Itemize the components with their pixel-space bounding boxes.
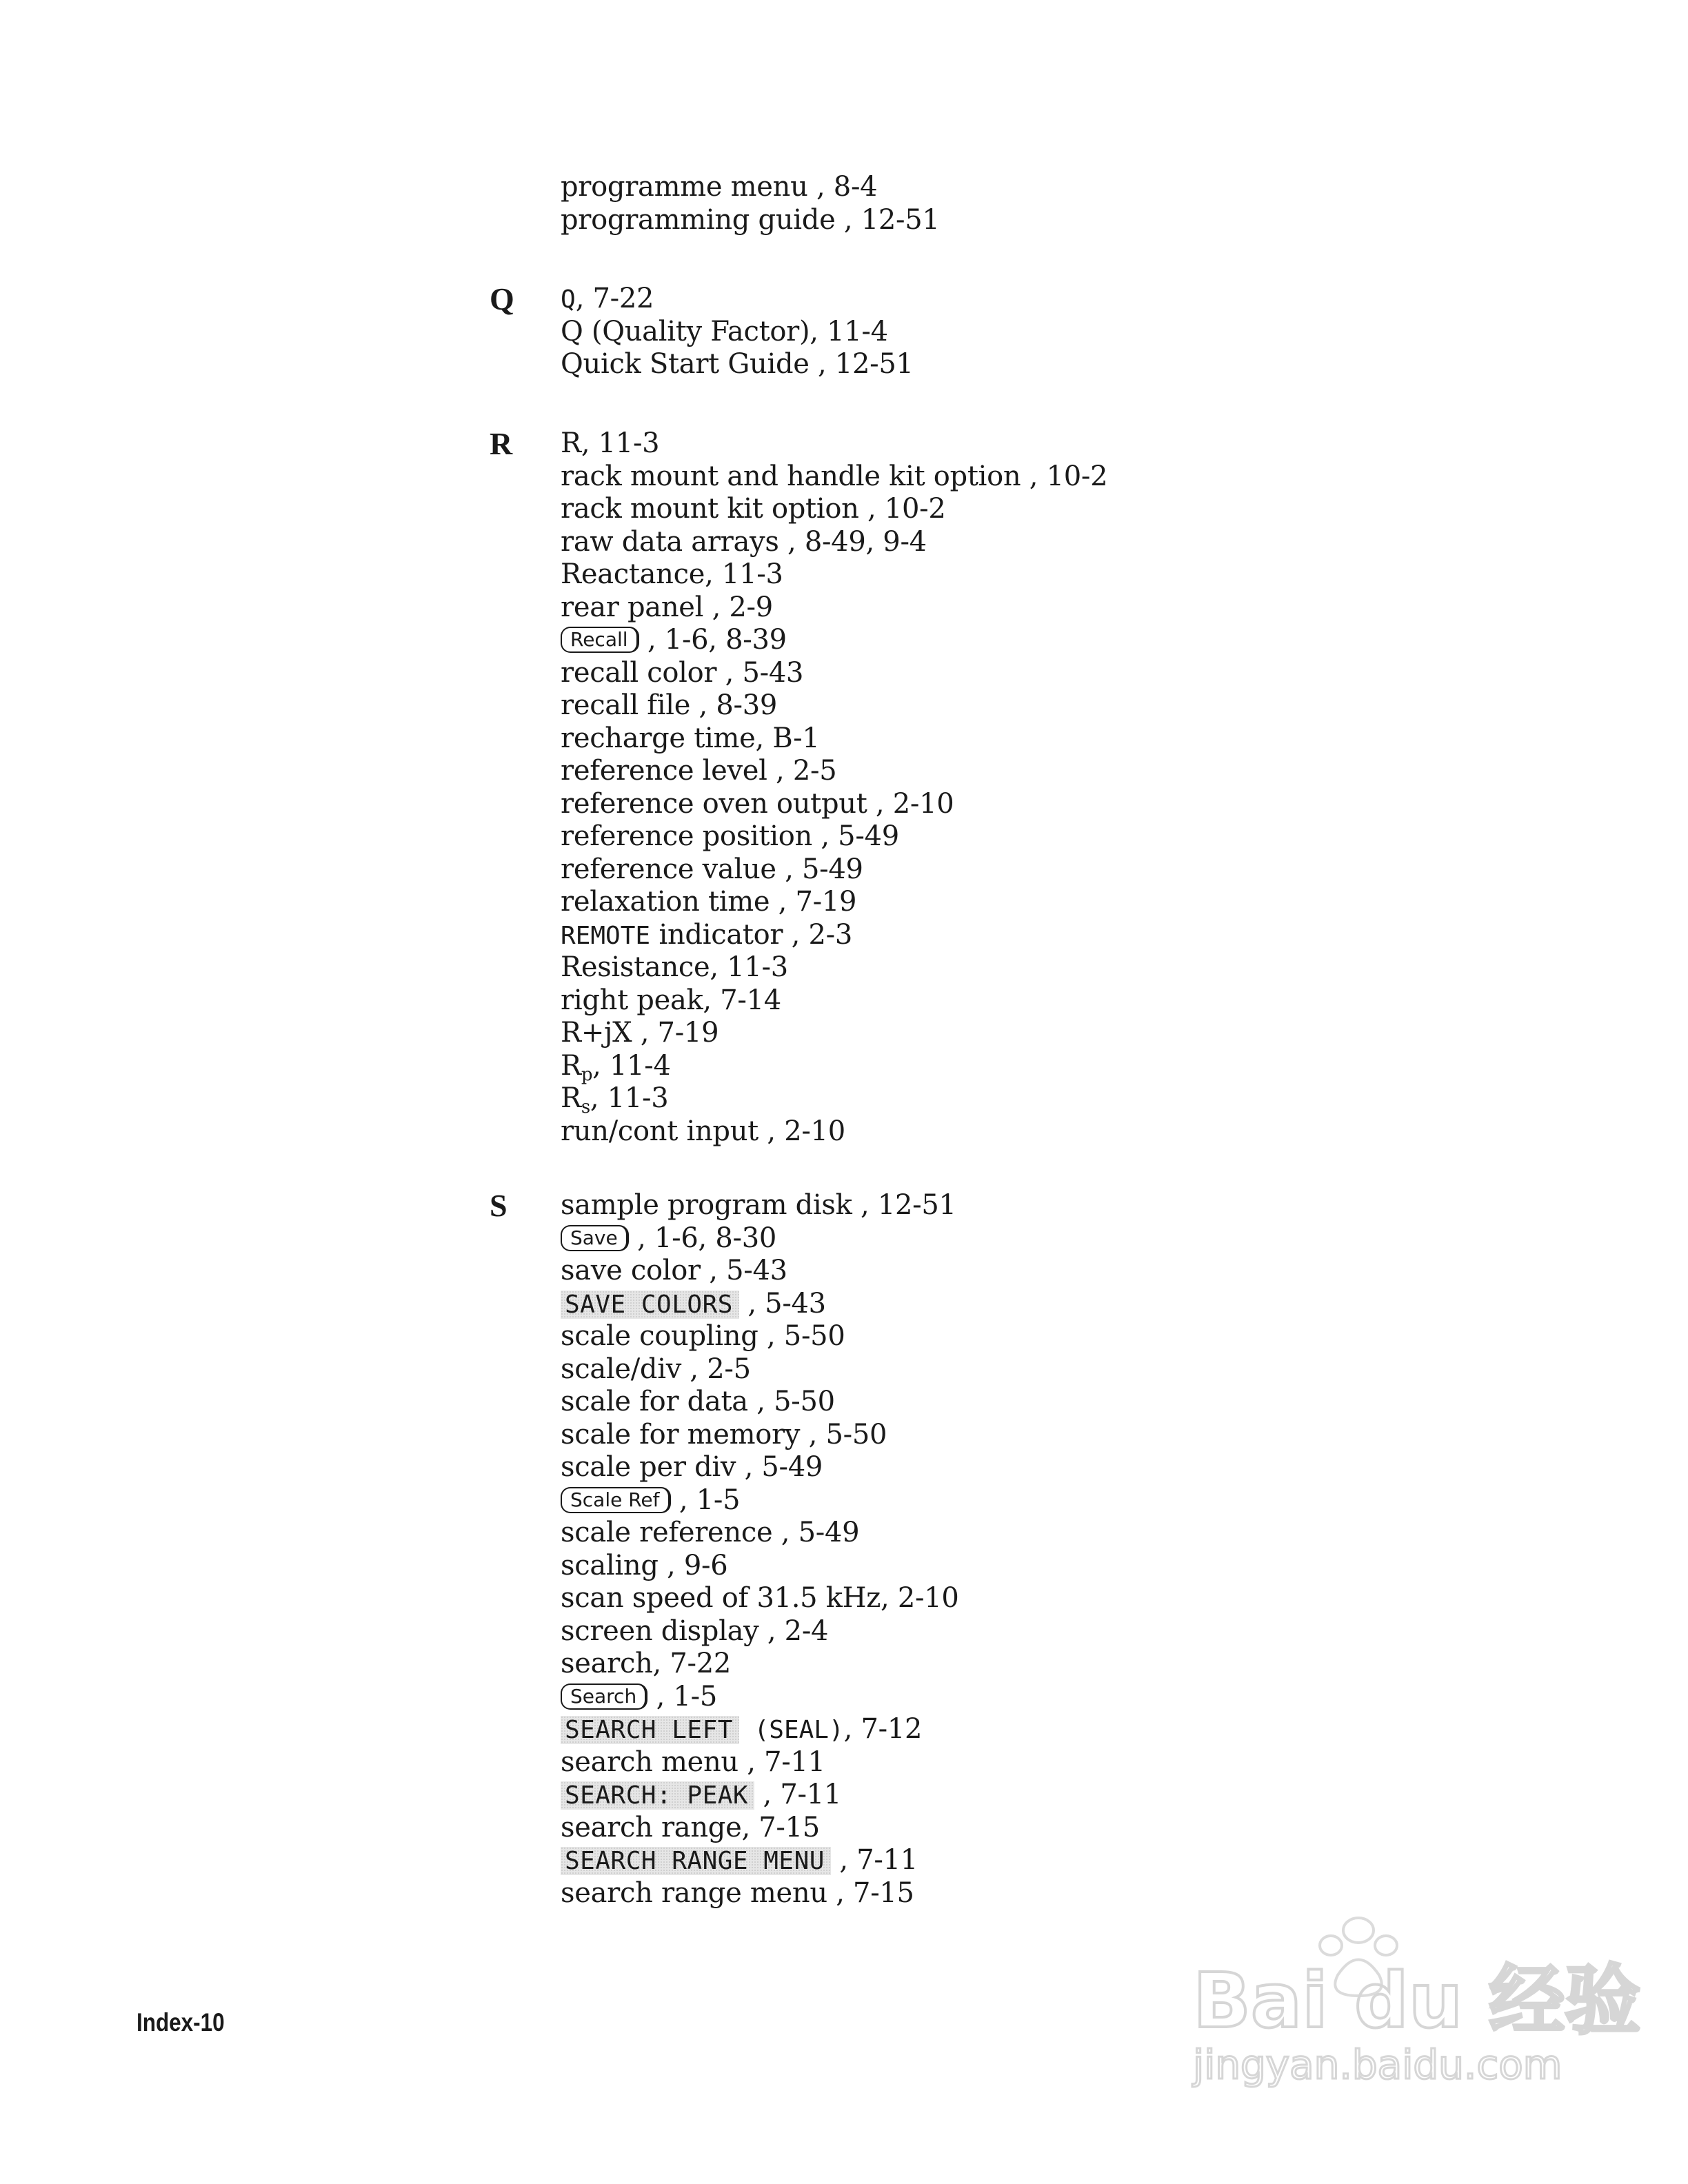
entry-text: , 7-12 [843,1713,923,1745]
index-entry [561,1713,959,1746]
hardkey-label: Scale Ref [561,1487,671,1513]
entry-text: , 1-6, 8-39 [639,624,787,656]
entry-text: , 1-5 [647,1680,717,1712]
index-entry [561,1189,959,1222]
index-entry [561,1812,959,1845]
index-entry [561,558,1107,592]
index-entry [561,1320,959,1353]
mono-term: Q [561,285,576,314]
entry-text: programming guide , 12-51 [561,203,940,236]
index-entry [561,1082,1107,1118]
entry-text: sample program disk , 12-51 [561,1189,956,1221]
entry-text: recall color , 5-43 [561,656,804,689]
entry-text: indicator , 2-3 [650,918,853,951]
index-entry [561,1582,959,1615]
index-entry [561,1746,959,1779]
entry-text: screen display , 2-4 [561,1615,829,1647]
entry-text: scale/div , 2-5 [561,1353,751,1385]
page-footer: Index-10 [137,2008,225,2036]
mono-term: REMOTE [561,921,651,950]
entry-list [561,171,940,236]
index-entry [561,984,1107,1018]
entry-text: , 1-5 [670,1484,741,1516]
entry-text: scaling , 9-6 [561,1549,728,1581]
section-letter: S [490,1188,508,1223]
entry-text: right peak, 7-14 [561,984,781,1016]
entry-text: R [561,1082,581,1114]
index-entry [561,1681,959,1714]
mono-term: (SEAL) [738,1716,844,1744]
entry-text: R, 11-3 [561,427,660,459]
entry-text: scale for data , 5-50 [561,1386,835,1417]
softkey-label: SEARCH RANGE MENU [561,1847,831,1875]
index-entry [561,171,940,204]
entry-text: recharge time, B-1 [561,722,820,754]
entry-text: rear panel , 2-9 [561,591,773,623]
index-entry [561,1550,959,1583]
entry-text: programme menu , 8-4 [561,171,878,203]
index-entry [561,1779,959,1812]
index-entry [561,1484,959,1517]
entry-text: scale coupling , 5-50 [561,1320,845,1352]
entry-text: R+jX , 7-19 [561,1017,719,1049]
index-entry [561,886,1107,919]
index-entry [561,493,1107,526]
hardkey-label: Save [561,1225,629,1251]
index-entry [561,1115,1107,1149]
watermark-text [1192,1957,1640,2088]
index-entry [561,316,914,349]
entry-text: , 5-43 [738,1287,826,1320]
index-entry [561,1517,959,1550]
entry-text: run/cont input , 2-10 [561,1115,845,1147]
index-entry [561,1615,959,1648]
baidu-watermark-logo [1186,1910,1641,2089]
entry-list [561,1189,959,1910]
entry-text: search, 7-22 [561,1648,732,1679]
index-entry [561,1844,959,1877]
index-entry [561,1386,959,1419]
svg-text:Bai du 经验: Bai du 经验 [1193,1957,1641,2045]
entry-list [561,427,1107,1148]
entry-text: recall file , 8-39 [561,689,778,721]
entry-text: Resistance, 11-3 [561,951,788,983]
entry-text: reference oven output , 2-10 [561,787,954,820]
entry-text: scan speed of 31.5 kHz, 2-10 [561,1582,959,1614]
section-letter: Q [490,281,514,316]
hardkey-label: Recall [561,627,639,653]
entry-text: raw data arrays , 8-49, 9-4 [561,525,927,558]
index-entry [561,1255,959,1288]
entry-text: search range, 7-15 [561,1811,820,1843]
index-entry [561,1288,959,1321]
index-entry [561,1017,1107,1050]
section-letter: R [490,426,513,461]
index-entry [561,853,1107,887]
entry-text: , 7-11 [830,1844,918,1876]
entry-text: rack mount and handle kit option , 10-2 [561,460,1108,492]
entry-text: search range menu , 7-15 [561,1877,914,1909]
entry-text: , 7-11 [754,1779,842,1810]
entry-text: Reactance, 11-3 [561,558,783,590]
entry-text: Q (Quality Factor), 11-4 [561,315,888,347]
entry-text: , 11-4 [592,1049,671,1082]
entry-text: save color , 5-43 [561,1255,787,1286]
index-entry [561,461,1107,494]
svg-text:jingyan.baidu.com: jingyan.baidu.com [1193,2041,1563,2088]
subscript: p [581,1064,593,1085]
index-entry [561,1877,959,1910]
index-entry [561,624,1107,657]
index-entry [561,1222,959,1255]
softkey-label: SAVE COLORS [561,1291,739,1319]
index-entry [561,348,914,381]
entry-text: scale per div , 5-49 [561,1451,823,1483]
index-entry [561,427,1107,461]
index-entry [561,657,1107,690]
entry-text: , 1-6, 8-30 [628,1222,776,1254]
index-entry [561,283,914,316]
entry-text: R [561,1049,581,1082]
index-entry [561,722,1107,756]
entry-text: reference position , 5-49 [561,820,899,852]
index-entry [561,204,940,237]
index-entry [561,755,1107,788]
index-entry [561,788,1107,821]
index-entry [561,1419,959,1452]
index-entry [561,919,1107,952]
index-entry [561,1648,959,1681]
hardkey-label: Search [561,1684,647,1710]
entry-list [561,283,914,381]
entry-text: Quick Start Guide , 12-51 [561,348,914,380]
softkey-label: SEARCH LEFT [561,1716,739,1744]
entry-text: , 7-22 [575,283,654,314]
entry-text: , 11-3 [590,1082,669,1114]
index-entry [561,689,1107,722]
index-entry [561,526,1107,559]
entry-text: scale for memory , 5-50 [561,1418,887,1450]
subscript: s [581,1097,590,1118]
entry-text: relaxation time , 7-19 [561,886,857,918]
entry-text: rack mount kit option , 10-2 [561,493,946,525]
entry-text: reference value , 5-49 [561,853,863,885]
index-entry [561,1050,1107,1083]
entry-text: reference level , 2-5 [561,755,837,787]
index-entry [561,592,1107,625]
index-entry [561,1353,959,1386]
index-entry [561,820,1107,853]
softkey-label: SEARCH: PEAK [561,1781,754,1810]
entry-text: scale reference , 5-49 [561,1517,860,1548]
index-entry [561,951,1107,984]
index-entry [561,1451,959,1484]
entry-text: search menu , 7-11 [561,1746,825,1778]
